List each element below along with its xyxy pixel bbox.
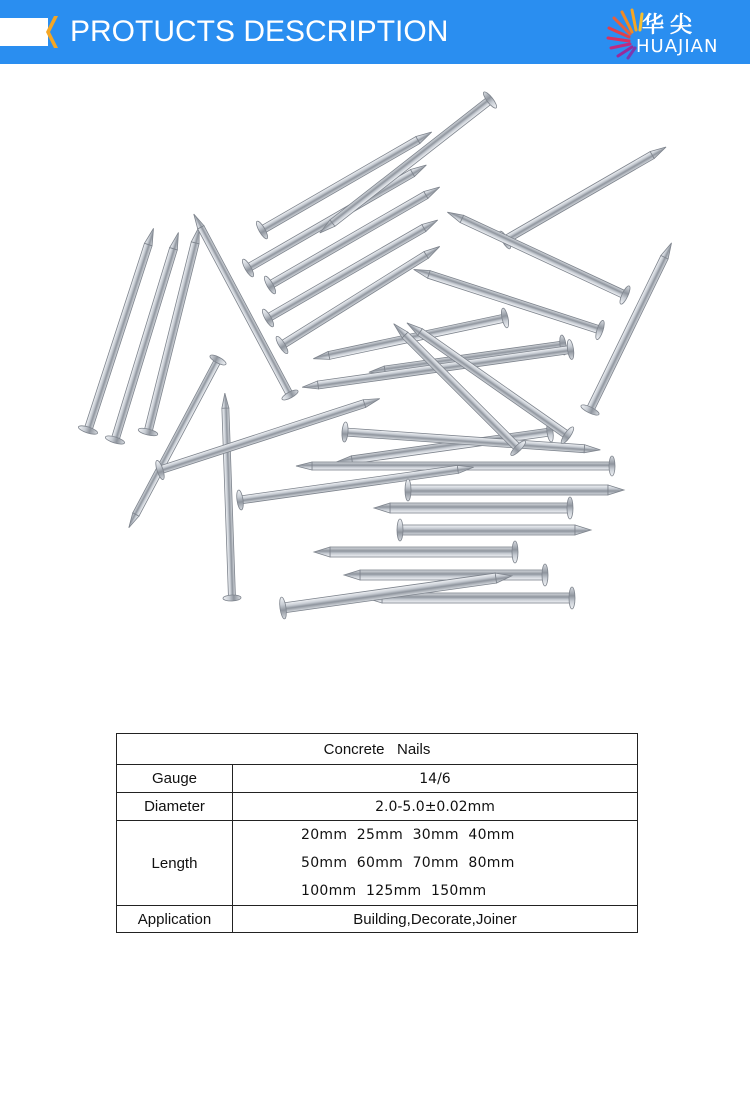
table-row — [117, 765, 638, 793]
spec-value-application: Building,Decorate,Joiner — [233, 906, 638, 933]
spec-label-gauge: Gauge — [117, 765, 233, 793]
spec-value-gauge: 14/6 — [233, 765, 638, 793]
spec-value-length — [233, 821, 638, 906]
header-white-tab — [0, 18, 48, 46]
spec-label-diameter: Diameter — [117, 793, 233, 821]
length-line-1: 20mm 25mm 30mm 40mm — [301, 827, 515, 843]
table-row — [117, 793, 638, 821]
chevron-left-icon — [44, 16, 58, 48]
length-line-3: 100mm 125mm 150mm — [301, 883, 487, 899]
spec-table — [116, 733, 638, 933]
page-title: PROTUCTS DESCRIPTION — [70, 15, 449, 48]
table-row — [117, 821, 638, 906]
logo-chinese-text: 华尖 — [642, 13, 699, 38]
brand-logo — [606, 4, 746, 60]
spec-label-application: Application — [117, 906, 233, 933]
product-photo — [60, 80, 700, 660]
header-banner — [0, 0, 750, 64]
spec-label-length: Length — [117, 821, 233, 906]
spec-table-title: Concrete Nails — [117, 734, 638, 765]
spec-value-diameter: 2.0-5.0±0.02mm — [233, 793, 638, 821]
table-row — [117, 906, 638, 933]
logo-english-text: HUAJIAN — [636, 36, 719, 57]
length-line-2: 50mm 60mm 70mm 80mm — [301, 855, 515, 871]
